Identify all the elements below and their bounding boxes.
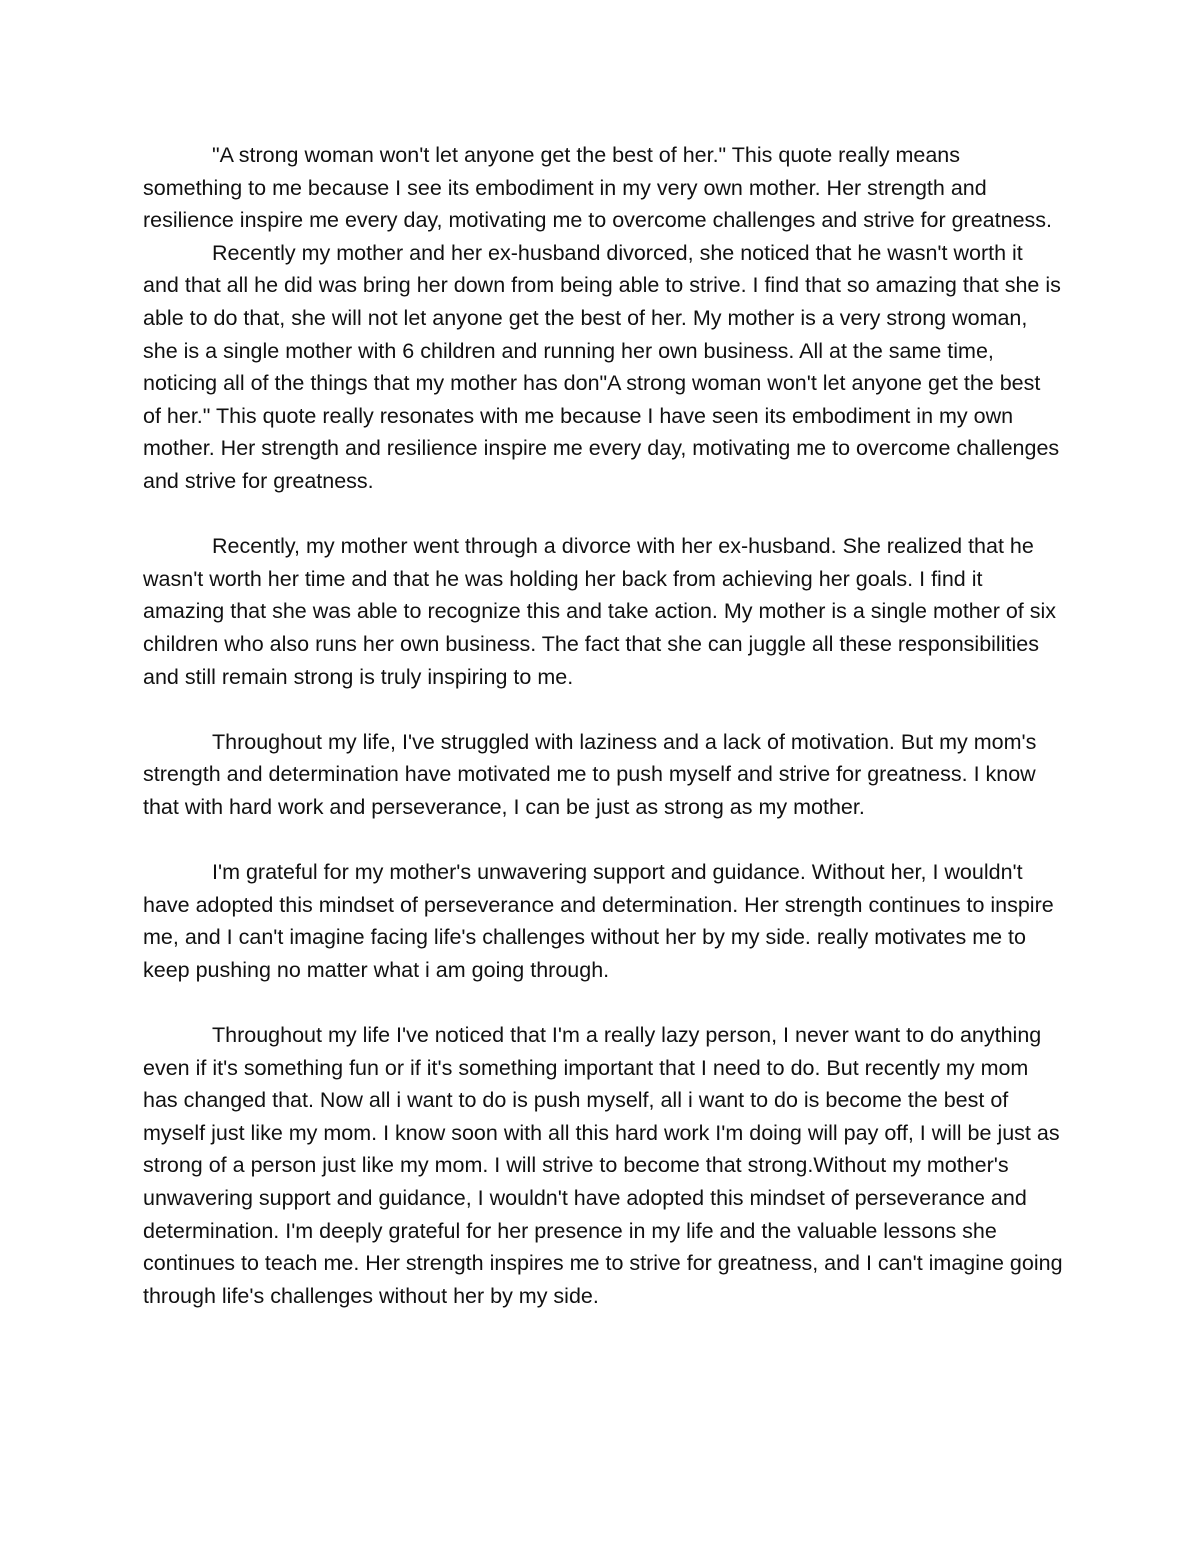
- paragraph-1: "A strong woman won't let anyone get the best of her." This quote really means something to me because I see its embodiment in my very own mother. Her strength and resilience inspire me every day, motivating me to overcome challenges and strive for greatness.: [143, 143, 1052, 233]
- paragraph-5: I'm grateful for my mother's unwavering support and guidance. Without her, I wouldn't have adopted this mindset of perseverance and determination. Her strength continues to inspire me, and I can't imagine facing life's challenges without her by my side. really motivates me to keep pushing no matter what i am going through.: [143, 860, 1054, 982]
- paragraph-2: Recently my mother and her ex-husband divorced, she noticed that he wasn't worth it and that all he did was bring her down from being able to strive. I find that so amazing that she is able to do that, she will not let anyone get the best of her. My mother is a very strong woman, she is a single mother with 6 children and running her own business. All at the same time, noticing all of the things that my mother has don"A strong woman won't let anyone get the best of her." This quote really resonates with me because I have seen its embodiment in my own mother. Her strength and resilience inspire me every day, motivating me to overcome challenges and strive for greatness.: [143, 240, 1061, 493]
- essay-body: [143, 139, 1063, 1312]
- paragraph-4: Throughout my life, I've struggled with laziness and a lack of motivation. But my mom's strength and determination have motivated me to push myself and strive for greatness. I know that with hard work and perseverance, I can be just as strong as my mother.: [143, 729, 1037, 819]
- paragraph-3: Recently, my mother went through a divorce with her ex-husband. She realized that he wasn't worth her time and that he was holding her back from achieving her goals. I find it amazing that she was able to recognize this and take action. My mother is a single mother of six children who also runs her own business. The fact that she can juggle all these responsibilities and still remain strong is truly inspiring to me.: [143, 534, 1057, 689]
- paragraph-6: Throughout my life I've noticed that I'm a really lazy person, I never want to do anything even if it's something fun or if it's something important that I need to do. But recently my mom has changed that. Now all i want to do is push myself, all i want to do is become the best of myself just like my mom. I know soon with all this hard work I'm doing will pay off, I will be just as strong of a person just like my mom. I will strive to become that strong.Without my mother's unwavering support and guidance, I wouldn't have adopted this mindset of perseverance and determination. I'm deeply grateful for her presence in my life and the valuable lessons she continues to teach me. Her strength inspires me to strive for greatness, and I can't imagine going through life's challenges without her by my side.: [143, 1023, 1063, 1308]
